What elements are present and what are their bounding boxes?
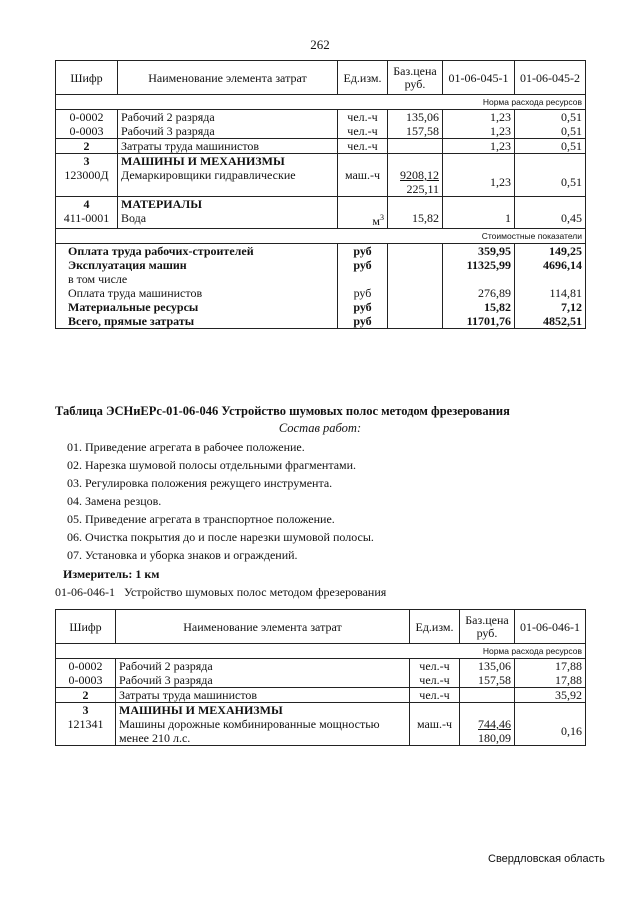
table-row: 0-0003 Рабочий 3 разряда чел.-ч 157,58 17,88 bbox=[56, 673, 586, 688]
header-unit: Ед.изм. bbox=[410, 610, 460, 644]
resource-table-2 bbox=[55, 609, 586, 746]
table-row: 0-0002 Рабочий 2 разряда чел.-ч 135,06 17,88 bbox=[56, 659, 586, 674]
norm-label: Норма расхода ресурсов bbox=[56, 644, 586, 659]
cost-row: Оплата труда машинистов руб 276,89 114,81 bbox=[56, 286, 586, 300]
header-name: Наименование элемента затрат bbox=[116, 610, 410, 644]
section-row: 3 МАШИНЫ И МЕХАНИЗМЫ bbox=[56, 703, 586, 718]
list-item: 02. Нарезка шумовой полосы отдельными фрагментами. bbox=[67, 458, 357, 472]
table-title: Таблица ЭСНиЕРс-01-06-046 Устройство шумовых полос методом фрезерования bbox=[55, 404, 510, 418]
norm-label: Норма расхода ресурсов bbox=[56, 95, 586, 110]
header-col2: 01-06-045-2 bbox=[515, 61, 586, 95]
table-row: 121341 Машины дорожные комбинированные мощностью менее 210 л.с. маш.-ч 744,46 180,09 0,16 bbox=[56, 717, 586, 746]
table-row: 411-0001 Вода $м^3$ 15,82 1 0,45 bbox=[56, 211, 586, 229]
list-item: 04. Замена резцов. bbox=[67, 494, 162, 508]
header-col1: 01-06-046-1 bbox=[515, 610, 586, 644]
list-item: 06. Очистка покрытия до и после нарезки шумовой полосы. bbox=[67, 530, 374, 544]
page-number: 262 bbox=[310, 37, 330, 52]
cost-row: Оплата труда рабочих-строителей руб 359,95 149,25 bbox=[56, 244, 586, 259]
list-item: 05. Приведение агрегата в транспортное положение. bbox=[67, 512, 335, 526]
cost-row: Материальные ресурсы руб 15,82 7,12 bbox=[56, 300, 586, 314]
header-code: Шифр bbox=[56, 610, 116, 644]
table-row: 2 Затраты труда машинистов чел.-ч 1,23 0,51 bbox=[56, 139, 586, 154]
meter: Измеритель: 1 км bbox=[63, 567, 160, 581]
cost-row: Всего, прямые затраты руб 11701,76 4852,51 bbox=[56, 314, 586, 329]
table-row: 2 Затраты труда машинистов чел.-ч 35,92 bbox=[56, 688, 586, 703]
item-line: 01-06-046-1 Устройство шумовых полос методом фрезерования bbox=[55, 585, 387, 599]
header-price: Баз.цена руб. bbox=[460, 610, 515, 644]
works-heading: Состав работ: bbox=[278, 421, 362, 435]
list-item: 03. Регулировка положения режущего инструмента. bbox=[67, 476, 333, 490]
footer-region: Свердловская область bbox=[488, 853, 605, 865]
table-row: 0-0002 Рабочий 2 разряда чел.-ч 135,06 1,23 0,51 bbox=[56, 110, 586, 125]
resource-table-1 bbox=[55, 60, 586, 329]
header-name: Наименование элемента затрат bbox=[118, 61, 338, 95]
table-row: 123000Д Демаркировщики гидравлические маш.-ч 9208,12 225,11 1,23 0,51 bbox=[56, 168, 586, 197]
list-item: 07. Установка и уборка знаков и ограждений. bbox=[67, 548, 298, 562]
section-row: 3 МАШИНЫ И МЕХАНИЗМЫ bbox=[56, 154, 586, 169]
header-code: Шифр bbox=[56, 61, 118, 95]
section-row: 4 МАТЕРИАЛЫ bbox=[56, 197, 586, 212]
table-row: 0-0003 Рабочий 3 разряда чел.-ч 157,58 1,23 0,51 bbox=[56, 124, 586, 139]
cost-label: Стоимостные показатели bbox=[56, 229, 586, 244]
header-unit: Ед.изм. bbox=[338, 61, 388, 95]
cost-row: Эксплуатация машин руб 11325,99 4696,14 bbox=[56, 258, 586, 272]
list-item: 01. Приведение агрегата в рабочее положение. bbox=[67, 440, 305, 454]
header-col1: 01-06-045-1 bbox=[443, 61, 515, 95]
works-list bbox=[67, 439, 374, 565]
cost-row: в том числе bbox=[56, 272, 586, 286]
header-price: Баз.цена руб. bbox=[388, 61, 443, 95]
